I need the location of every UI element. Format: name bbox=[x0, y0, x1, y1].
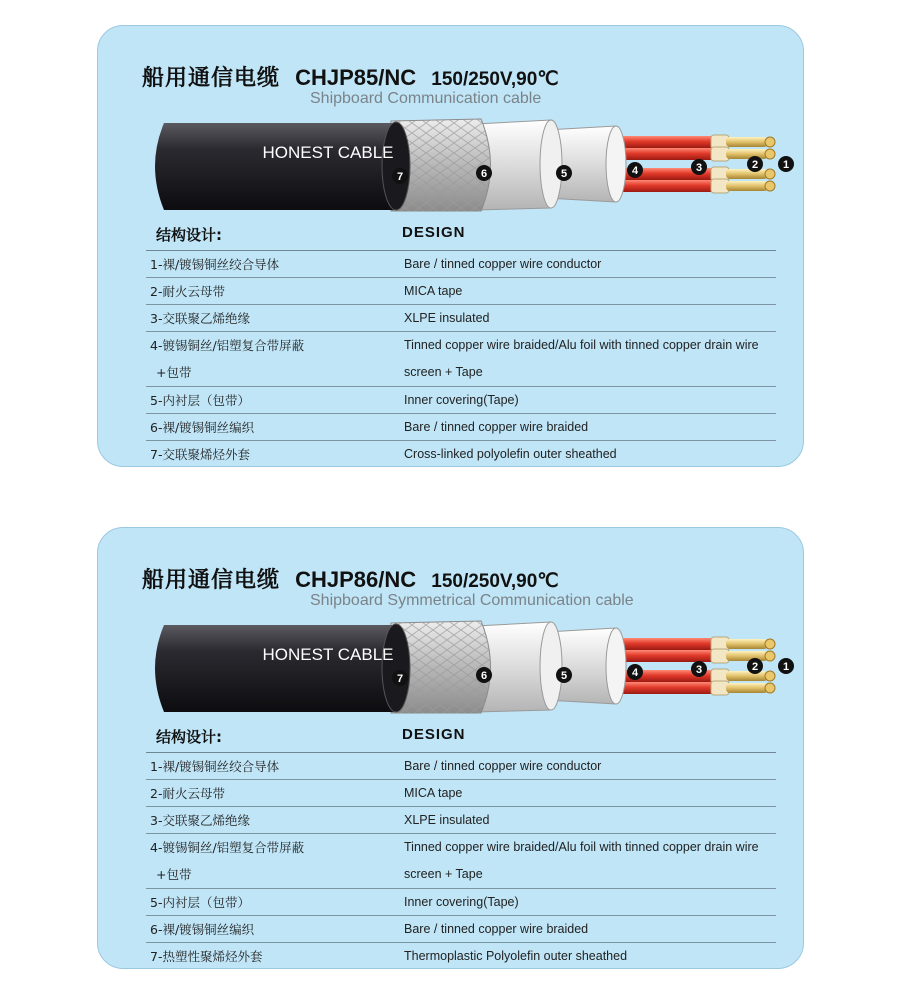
cable-brand-label: HONEST CABLE bbox=[262, 645, 394, 664]
layer-6-number: 6 bbox=[480, 670, 488, 682]
row-cn-continued: +包带 bbox=[156, 867, 192, 882]
header-design-en: DESIGN bbox=[402, 726, 466, 743]
row-en: Bare / tinned copper wire conductor bbox=[404, 759, 602, 773]
table-row bbox=[146, 278, 776, 305]
header-structure-cn: 结构设计: bbox=[156, 226, 222, 244]
header-design-en: DESIGN bbox=[402, 224, 466, 241]
product-title-cn: 船用通信电缆 bbox=[142, 66, 281, 91]
layer-3-number: 3 bbox=[695, 162, 703, 174]
row-en: Thermoplastic Polyolefin outer sheathed bbox=[404, 949, 628, 963]
table-row bbox=[146, 251, 776, 278]
design-table-header bbox=[146, 724, 776, 753]
product-spec: 150/250V,90℃ bbox=[431, 571, 559, 592]
layer-4-number: 4 bbox=[631, 165, 639, 177]
layer-4-number: 4 bbox=[631, 667, 639, 679]
row-en: XLPE insulated bbox=[404, 813, 490, 827]
row-en-continued: screen + Tape bbox=[404, 365, 483, 379]
row-en: Inner covering(Tape) bbox=[404, 393, 519, 407]
row-cn: 7-交联聚烯烃外套 bbox=[150, 447, 250, 462]
header-structure-cn: 结构设计: bbox=[156, 728, 222, 746]
row-en: Cross-linked polyolefin outer sheathed bbox=[404, 447, 617, 461]
row-cn: 2-耐火云母带 bbox=[150, 786, 225, 801]
row-en: MICA tape bbox=[404, 786, 463, 800]
row-cn: 3-交联聚乙烯绝缘 bbox=[150, 813, 250, 828]
layer-2-number: 2 bbox=[751, 159, 759, 171]
layer-7-number: 7 bbox=[396, 673, 404, 685]
layer-1-number: 1 bbox=[782, 159, 790, 171]
row-en: XLPE insulated bbox=[404, 311, 490, 325]
row-cn: 3-交联聚乙烯绝缘 bbox=[150, 311, 250, 326]
table-row bbox=[146, 943, 776, 969]
product-card-chjp86 bbox=[97, 527, 804, 969]
layer-5-number: 5 bbox=[560, 168, 568, 180]
row-cn: 1-裸/镀锡铜丝绞合导体 bbox=[150, 759, 280, 774]
row-cn: 1-裸/镀锡铜丝绞合导体 bbox=[150, 257, 280, 272]
row-cn: 5-内衬层（包带） bbox=[150, 895, 250, 910]
layer-7-number: 7 bbox=[396, 171, 404, 183]
row-cn: 4-镀锡铜丝/铝塑复合带屏蔽 bbox=[150, 338, 305, 353]
row-en: Bare / tinned copper wire braided bbox=[404, 922, 589, 936]
table-row bbox=[146, 441, 776, 467]
table-row bbox=[146, 305, 776, 332]
table-row bbox=[146, 414, 776, 441]
product-model: CHJP85/NC bbox=[295, 65, 417, 90]
product-card-chjp85 bbox=[97, 25, 804, 467]
table-row bbox=[146, 889, 776, 916]
table-row bbox=[146, 916, 776, 943]
row-cn-continued: +包带 bbox=[156, 365, 192, 380]
design-table bbox=[146, 222, 776, 467]
product-spec: 150/250V,90℃ bbox=[431, 69, 559, 90]
row-cn: 2-耐火云母带 bbox=[150, 284, 225, 299]
row-en: Bare / tinned copper wire braided bbox=[404, 420, 589, 434]
design-table-header bbox=[146, 222, 776, 251]
row-cn: 6-裸/镀锡铜丝编织 bbox=[150, 922, 255, 937]
row-en: Tinned copper wire braided/Alu foil with tinned copper drain wire bbox=[404, 338, 759, 352]
layer-5-number: 5 bbox=[560, 670, 568, 682]
layer-2-number: 2 bbox=[751, 661, 759, 673]
layer-6-number: 6 bbox=[480, 168, 488, 180]
design-table bbox=[146, 724, 776, 969]
table-row bbox=[146, 807, 776, 834]
layer-3-number: 3 bbox=[695, 664, 703, 676]
table-row bbox=[146, 834, 776, 889]
product-model: CHJP86/NC bbox=[295, 567, 417, 592]
row-en: MICA tape bbox=[404, 284, 463, 298]
row-en: Bare / tinned copper wire conductor bbox=[404, 257, 602, 271]
row-cn: 5-内衬层（包带） bbox=[150, 393, 250, 408]
cable-illustration bbox=[146, 620, 790, 715]
row-en: Tinned copper wire braided/Alu foil with tinned copper drain wire bbox=[404, 840, 759, 854]
table-row bbox=[146, 753, 776, 780]
product-subtitle: Shipboard Communication cable bbox=[310, 90, 542, 107]
cable-illustration bbox=[146, 118, 790, 213]
product-subtitle: Shipboard Symmetrical Communication cable bbox=[310, 592, 634, 609]
product-title-cn: 船用通信电缆 bbox=[142, 568, 281, 593]
table-row bbox=[146, 387, 776, 414]
product-title bbox=[142, 563, 559, 594]
row-cn: 4-镀锡铜丝/铝塑复合带屏蔽 bbox=[150, 840, 305, 855]
table-row bbox=[146, 780, 776, 807]
row-cn: 7-热塑性聚烯烃外套 bbox=[150, 949, 263, 964]
row-en-continued: screen + Tape bbox=[404, 867, 483, 881]
layer-1-number: 1 bbox=[782, 661, 790, 673]
row-en: Inner covering(Tape) bbox=[404, 895, 519, 909]
row-cn: 6-裸/镀锡铜丝编织 bbox=[150, 420, 255, 435]
cable-brand-label: HONEST CABLE bbox=[262, 143, 394, 162]
product-title bbox=[142, 61, 559, 92]
table-row bbox=[146, 332, 776, 387]
